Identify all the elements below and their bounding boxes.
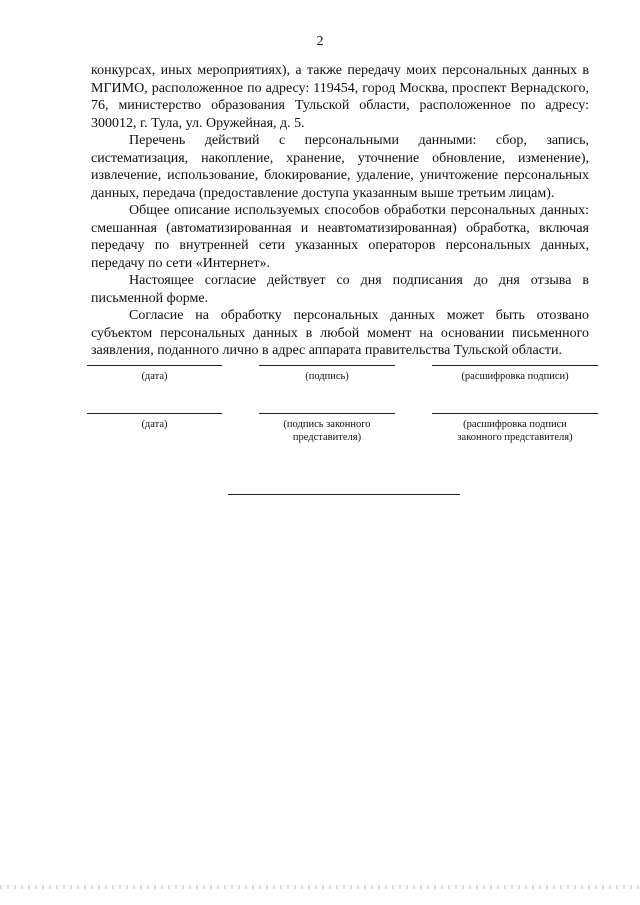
signature-caption: (подпись) [305,371,349,382]
page-number: 2 [316,34,324,49]
decoding-field-1 [432,365,598,383]
paragraph-revocation: Согласие на обработку персональных данных может быть отозвано субъектом персональных данных в любой момент на основании письменного заявления, поданного лично в адрес аппарата правительства Тульской области. [91,308,589,358]
representative-signature-field [259,413,395,444]
paragraph-processing-methods: Общее описание используемых способов обработки персональных данных: смешанная (автоматизированная и неавтоматизированная) обработка, включая передачу по внутренней сети указанных операторов персональных данных, передачу по сети «Интернет». [91,203,589,271]
scan-artifact-line [0,885,640,889]
signature-field-1 [259,365,395,383]
date-field-1 [87,365,222,383]
paragraph-recipients: конкурсах, иных мероприятиях), а также передачу моих персональных данных в МГИМО, расположенное по адресу: 119454, город Москва, проспект Вернадского, 76, министерство образования Тульской области, расположенное по адресу: 300012, г. Тула, ул. Оружейная, д. 5. [91,63,589,131]
representative-decoding-caption: (расшифровка подписи законного представителя) [457,419,573,443]
end-of-document-rule [228,494,460,495]
signature-line [259,365,395,366]
representative-signature-caption: (подпись законного представителя) [283,419,371,443]
date-line [87,365,222,366]
date-field-2 [87,413,222,431]
decoding-line [432,365,598,366]
date-caption: (дата) [141,371,168,382]
decoding-caption: (расшифровка подписи) [461,371,569,382]
representative-decoding-field [432,413,598,444]
document-body [91,62,589,360]
date-line [87,413,222,414]
paragraph-validity: Настоящее согласие действует со дня подписания до дня отзыва в письменной форме. [91,273,589,306]
paragraph-actions-list: Перечень действий с персональными данными: сбор, запись, систематизация, накопление, хранение, уточнение обновление, изменение), извлечение, использование, блокирование, удаление, уничтожение персональных данных, передача (предоставление доступа указанным выше третьим лицам). [91,133,589,201]
date-caption: (дата) [141,419,168,430]
signature-line [259,413,395,414]
decoding-line [432,413,598,414]
